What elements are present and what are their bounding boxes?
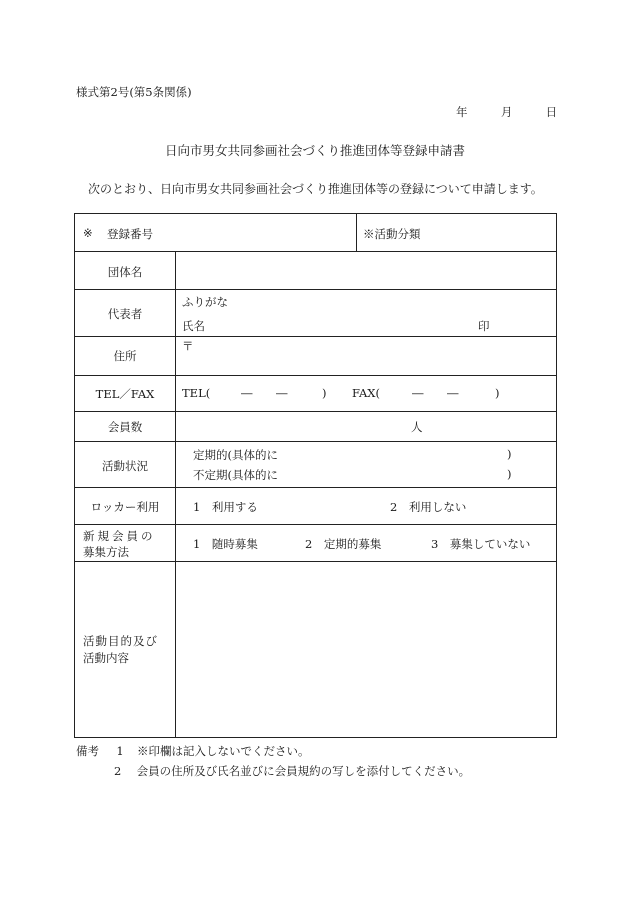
purpose-label-line2: 活動内容 xyxy=(83,651,129,665)
recruit-option-anytime: 1 随時募集 xyxy=(193,537,258,551)
fax-dash: ― xyxy=(412,386,424,400)
intro-text: 次のとおり、日向市男女共同参画社会づくり推進団体等の登録について申請します。 xyxy=(88,182,543,196)
remark-text: ※印欄は記入しないでください。 xyxy=(136,744,310,758)
fax-close: ) xyxy=(495,386,500,400)
remark-number: 1 xyxy=(116,744,124,758)
remark-item-2 xyxy=(76,761,470,781)
recruit-label-line2: 募集方法 xyxy=(83,545,129,559)
locker-label: ロッカー利用 xyxy=(90,500,160,514)
regular-close: ) xyxy=(507,447,512,461)
row-divider xyxy=(75,524,556,525)
representative-label: 代表者 xyxy=(107,307,143,321)
recruit-label-line1: 新規会員の xyxy=(83,529,156,543)
date-line xyxy=(456,104,557,120)
fax-dash: ― xyxy=(447,386,459,400)
reg-number-label: 登録番号 xyxy=(107,227,153,241)
row-divider xyxy=(75,411,556,412)
date-month: 月 xyxy=(500,105,513,119)
postal-mark: 〒 xyxy=(182,339,194,353)
seal-mark: 印 xyxy=(478,319,490,333)
remark-text: 会員の住所及び氏名並びに会員規約の写しを添付してください。 xyxy=(136,764,471,778)
form-number: 様式第2号(第5条関係) xyxy=(76,85,192,99)
name-label: 氏名 xyxy=(182,319,205,333)
date-year: 年 xyxy=(456,105,468,119)
tel-dash: ― xyxy=(276,386,288,400)
purpose-label-line1: 活動目的及び xyxy=(83,634,158,648)
members-label: 会員数 xyxy=(107,420,143,434)
recruit-option-none: 3 募集していない xyxy=(431,537,531,551)
activity-category-label: ※活動分類 xyxy=(363,227,421,241)
tel-close: ) xyxy=(322,386,327,400)
irregular-close: ) xyxy=(507,467,512,481)
registration-form xyxy=(74,213,557,738)
reg-mark: ※ xyxy=(83,226,93,240)
locker-option-no-use: 2 利用しない xyxy=(390,500,467,514)
remarks-prefix: 備考 xyxy=(76,744,99,758)
column-divider xyxy=(175,251,176,737)
activity-status-label: 活動状況 xyxy=(102,459,148,473)
members-unit: 人 xyxy=(411,420,423,434)
column-divider xyxy=(356,214,357,251)
row-divider xyxy=(75,487,556,488)
tel-open: TEL( xyxy=(182,386,211,400)
furigana-label: ふりがな xyxy=(182,295,228,309)
row-divider xyxy=(75,375,556,376)
tel-dash: ― xyxy=(241,386,253,400)
row-divider xyxy=(75,561,556,562)
remarks xyxy=(76,741,470,781)
row-divider xyxy=(75,251,556,252)
irregular-activity: 不定期(具体的に xyxy=(193,468,278,482)
telfax-label: TEL／FAX xyxy=(95,387,155,401)
row-divider xyxy=(75,336,556,337)
date-day: 日 xyxy=(545,105,558,119)
recruit-option-periodic: 2 定期的募集 xyxy=(305,537,382,551)
regular-activity: 定期的(具体的に xyxy=(193,448,278,462)
remark-number: 2 xyxy=(114,764,122,778)
org-name-label: 団体名 xyxy=(107,265,143,279)
locker-option-use: 1 利用する xyxy=(193,500,258,514)
fax-open: FAX( xyxy=(352,386,380,400)
remark-item-1 xyxy=(76,741,470,761)
row-divider xyxy=(75,289,556,290)
document-title: 日向市男女共同参画社会づくり推進団体等登録申請書 xyxy=(164,143,465,158)
row-divider xyxy=(75,441,556,442)
address-label: 住所 xyxy=(113,349,137,363)
